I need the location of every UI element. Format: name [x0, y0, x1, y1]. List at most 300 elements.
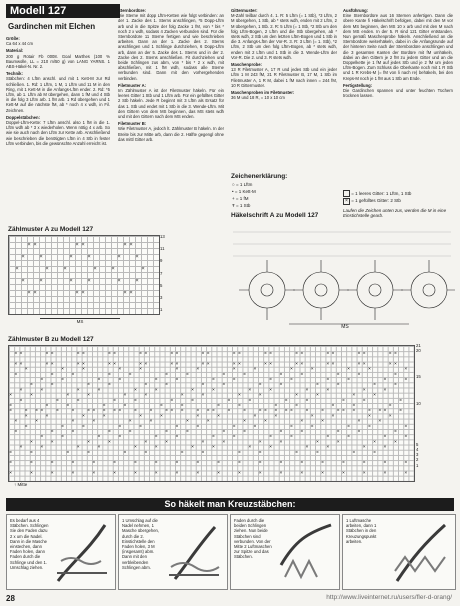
filled-grid-mark: × [388, 361, 392, 367]
filled-grid-mark: × [107, 429, 111, 435]
filled-grid-mark: × [206, 351, 210, 357]
filled-grid-mark: × [341, 471, 345, 477]
filled-grid-mark: × [367, 367, 371, 373]
filled-grid-mark: × [117, 277, 121, 284]
page-title: Modell 127 [6, 4, 120, 18]
filled-grid-mark: × [123, 450, 127, 456]
filled-grid-mark: × [175, 434, 179, 440]
filled-grid-mark: × [284, 408, 288, 414]
filled-grid-mark: × [217, 403, 221, 409]
filled-grid-mark: × [87, 382, 91, 388]
filled-grid-mark: × [9, 408, 13, 414]
filled-grid-mark: × [21, 253, 25, 260]
filled-grid-mark: × [383, 471, 387, 477]
filled-grid-mark: × [315, 393, 319, 399]
filled-grid-mark: × [129, 289, 133, 296]
filled-grid-mark: × [305, 398, 309, 404]
filled-grid-mark: × [139, 413, 143, 419]
filled-grid-mark: × [393, 439, 397, 445]
star-motif-2 [293, 260, 349, 320]
filled-grid-mark: × [165, 429, 169, 435]
filled-grid-mark: × [154, 377, 158, 383]
filled-grid-mark: × [165, 382, 169, 388]
filled-grid-mark: × [274, 413, 278, 419]
filled-grid-mark: × [180, 450, 184, 456]
filled-grid-mark: × [87, 253, 91, 260]
filled-grid-mark: × [331, 351, 335, 357]
filled-grid-mark: × [50, 382, 54, 388]
filled-grid-mark: × [19, 351, 23, 357]
filled-grid-mark: × [144, 450, 148, 456]
filled-grid-mark: × [217, 471, 221, 477]
filled-grid-mark: × [27, 241, 31, 248]
filled-grid-mark: × [269, 361, 273, 367]
section-banner: So häkelt man Kreuzstäbchen: [6, 498, 454, 511]
filled-grid-mark: × [211, 445, 215, 451]
filled-grid-mark: × [63, 265, 67, 272]
filled-grid-mark: × [315, 439, 319, 445]
filled-grid-mark: × [14, 351, 18, 357]
chart-b-mitte-marker: ↑ Mitte [14, 482, 28, 487]
step-panel-2 [118, 514, 228, 590]
filled-grid-mark: × [404, 367, 408, 373]
filled-grid-mark: × [87, 439, 91, 445]
filled-grid-mark: × [81, 367, 85, 373]
filled-grid-mark: × [378, 419, 382, 425]
filled-grid-mark: × [87, 450, 91, 456]
filled-grid-mark: × [144, 393, 148, 399]
filled-grid-mark: × [279, 372, 283, 378]
filled-grid-mark: × [269, 351, 273, 357]
chart-b-row-numbers: 21 20 15 10 5 4 3 2 1 [416, 343, 421, 468]
instructions-column-3 [231, 6, 337, 170]
filled-grid-mark: × [71, 372, 75, 378]
filled-grid-mark: × [50, 361, 54, 367]
probe2-heading: Maschenproben im Filetmuster: [231, 90, 295, 96]
legend-empty-grid: = 1 leeres Gitter: 1 Lftm, 1 Stb [343, 190, 455, 197]
filled-grid-mark: × [35, 419, 39, 425]
filled-grid-mark: × [305, 387, 309, 393]
filled-grid-mark: × [196, 460, 200, 466]
filled-grid-mark: × [383, 408, 387, 414]
filled-grid-mark: × [175, 367, 179, 373]
instructions-column-1 [6, 34, 110, 244]
filled-grid-mark: × [113, 351, 117, 357]
filled-grid-mark: × [269, 445, 273, 451]
filled-grid-mark: × [274, 408, 278, 414]
size-text: Ca 64 x 44 cm [6, 41, 33, 47]
filled-grid-mark: × [9, 450, 13, 456]
filled-grid-mark: × [362, 460, 366, 466]
filled-grid-mark: × [133, 460, 137, 466]
filled-grid-mark: × [253, 367, 257, 373]
filled-grid-mark: × [24, 413, 28, 419]
filled-grid-mark: × [129, 241, 133, 248]
filled-grid-mark: × [258, 439, 262, 445]
filled-grid-mark: × [180, 408, 184, 414]
filled-grid-mark: × [331, 361, 335, 367]
filled-grid-mark: × [117, 253, 121, 260]
step-panel-3 [230, 514, 340, 590]
material-heading: Material: [6, 48, 24, 54]
arrow-up-icon: ↑ [14, 482, 17, 487]
step-4-text: 1 Luftmasche arbeiten, dann 1 Stäbchen in den Kreuzungspunkt arbeiten. [346, 518, 377, 544]
gitter-text: M-Zahl teilbar durch 4. 1. R: 5 Lftm (= 1 Stb), *3 Lftm, 2 M übergehen, 1 Stb, ab * stets wdh, enden mit 2 Lftm, 2 M übergehen, 1 Stb. 2. R: 5 Lftm (= 1 Stb, *2 Stb um den folg Lftm-Bogen, 2 Lftm und die Stb übergehen, ab * stets wdh, 2 Stb um den letzten Lftm-Bogen und 1 Stb in die 3. Anfangs-Lftm der Vor-R. 3. R: 3 Lftm (= 1. Stb), *2 Lftm, 2 Stb um den folg Lftm-Bogen, ab * stets wdh, enden mit 2 Lftm und 1 Stb in die 3. Wende-Lftm der Vor-R. Die 2. und 3. R stets wdh. [231, 13, 337, 60]
filled-grid-mark: × [185, 372, 189, 378]
chart-a-ms-marker: MS [40, 318, 120, 324]
filled-grid-mark: × [237, 361, 241, 367]
filled-grid-mark: × [347, 367, 351, 373]
filled-grid-mark: × [362, 445, 366, 451]
filled-grid-mark: × [341, 398, 345, 404]
single-crochet-icon: + [232, 196, 236, 201]
filled-grid-mark: × [19, 361, 23, 367]
filled-grid-mark: × [50, 351, 54, 357]
technik-heading: Technik: [6, 71, 23, 77]
step-1-text: Es bedarf aus 4 Stäbchen. Schlingen Sie den Faden dazu 2 x um die Nadel. Dann in die Masche einstechen, dann Faden holen, dann Faden durch die Schlinge und den 1. Umschlag ziehen. [10, 518, 49, 570]
filled-grid-mark: × [196, 413, 200, 419]
filled-grid-mark: × [97, 434, 101, 440]
filled-grid-mark: × [144, 382, 148, 388]
filled-grid-mark: × [24, 424, 28, 430]
instructions-column-2 [118, 6, 224, 216]
filled-grid-mark: × [165, 439, 169, 445]
filled-grid-mark: × [279, 429, 283, 435]
page-subtitle: Gardinchen mit Elchen [8, 22, 96, 31]
filled-grid-mark: × [180, 403, 184, 409]
filled-grid-mark: × [373, 439, 377, 445]
filled-grid-mark: × [61, 367, 65, 373]
filled-grid-mark: × [315, 450, 319, 456]
probe-text: 13 R Filetmuster A, 17 R und jedes Stb und ein jeder Lftm 1 M 243 fM, 21 R Filetmuster B, 17 M, 1 Stb im Filetmuster A, 1 R M, dabei 1 fM nach innen = 244 fM, 10 R Gittermuster. [231, 67, 337, 88]
filled-grid-mark: × [107, 361, 111, 367]
filled-grid-mark: × [300, 361, 304, 367]
filled-grid-mark: × [133, 387, 137, 393]
filled-grid-mark: × [139, 361, 143, 367]
filled-grid-mark: × [201, 393, 205, 399]
filled-grid-mark: × [357, 351, 361, 357]
filled-grid-mark: × [373, 382, 377, 388]
filled-grid-mark: × [175, 460, 179, 466]
filled-grid-mark: × [55, 408, 59, 414]
filled-grid-mark: × [289, 434, 293, 440]
ausfuehrung-text-2: Anschließend an die Sternbordüre weiterhäkeln, dabei in die Anfangsrunde auf der hinteren Seite nach der Sternbordüre anschlingen und die 3 gesamten Kanten der Bordüre mit fM umhäkeln, dabei an den Gittern je 2 fM zu jedem Gitter und an die Doppelkette je 1 fM auf jedes Stb und je 2 fM um jeden Lftm-Bogen. Zum Schluss die Oberkante noch mit 1 R Stb und 1 R Krebs-M (= fM von li nach re) behäkeln, bei den Kreps-M noch je 1 fM aus 1 Stb am Ende. [343, 34, 453, 81]
filled-grid-mark: × [248, 445, 252, 451]
filled-grid-mark: × [237, 403, 241, 409]
filled-grid-mark: × [263, 408, 267, 414]
filled-grid-mark: × [61, 377, 65, 383]
filled-grid-mark: × [154, 471, 158, 477]
filled-grid-mark: × [315, 382, 319, 388]
legend-row-lftm: ○ = 1 Lftm [232, 182, 253, 187]
filled-grid-mark: × [40, 408, 44, 414]
filled-grid-mark: × [310, 424, 314, 430]
filled-grid-mark: × [269, 434, 273, 440]
filled-grid-mark: × [81, 351, 85, 357]
filled-grid-mark: × [76, 351, 80, 357]
filled-grid-mark: × [159, 413, 163, 419]
filled-grid-mark: × [154, 460, 158, 466]
filled-grid-mark: × [128, 372, 132, 378]
star-motif-1 [239, 260, 295, 320]
filled-grid-mark: × [367, 408, 371, 414]
doppel-text: Doppel-Lftm-Kette: 7 Lftm anschl. also 1 fM in die 1. Lftm wdh ab * 3 x wiederholen. Wenn nötig 4 x arb. So wie sie auch nach den Lftm zur Kette arb. Anschließend wie beschrieben die benötigten Lftm in 4 Stb in fester Lftm verbinden, bis die gewünschte Anzahl erreicht ist. [6, 120, 110, 146]
filled-grid-mark: × [180, 393, 184, 399]
filled-grid-mark: × [362, 387, 366, 393]
filled-grid-mark: × [133, 471, 137, 477]
filled-grid-mark: × [40, 387, 44, 393]
legend-row-kettm: • = 1 Kett-M [232, 189, 256, 194]
filled-grid-mark: × [113, 408, 117, 414]
filled-grid-mark: × [295, 393, 299, 399]
filled-grid-mark: × [133, 398, 137, 404]
filled-grid-mark: × [211, 387, 215, 393]
filled-grid-mark: × [326, 361, 330, 367]
filled-grid-mark: × [81, 241, 85, 248]
filled-grid-mark: × [81, 413, 85, 419]
filled-grid-mark: × [39, 277, 43, 284]
slip-stitch-icon: • [232, 189, 235, 194]
filled-grid-mark: × [383, 445, 387, 451]
filled-grid-mark: × [14, 419, 18, 425]
symbol-legend [232, 181, 256, 209]
filled-grid-mark: × [222, 439, 226, 445]
filled-grid-mark: × [128, 429, 132, 435]
filled-grid-mark: × [19, 387, 23, 393]
filled-grid-mark: × [393, 351, 397, 357]
filled-grid-mark: × [185, 419, 189, 425]
filled-grid-mark: × [253, 424, 257, 430]
filled-grid-mark: × [141, 265, 145, 272]
step-panel-4 [342, 514, 456, 590]
filled-grid-mark: × [300, 471, 304, 477]
filled-grid-mark: × [123, 403, 127, 409]
filled-grid-mark: × [170, 408, 174, 414]
filled-grid-mark: × [232, 351, 236, 357]
filled-grid-mark: × [206, 408, 210, 414]
filled-grid-mark: × [305, 445, 309, 451]
filet-b-heading: Filetmuster B: [118, 121, 147, 127]
filled-grid-mark: × [201, 382, 205, 388]
filled-grid-mark: × [92, 419, 96, 425]
filled-grid-mark: × [383, 387, 387, 393]
filled-grid-mark: × [243, 408, 247, 414]
filled-grid-mark: × [113, 361, 117, 367]
filled-grid-mark: × [248, 398, 252, 404]
filled-grid-mark: × [123, 241, 127, 248]
filled-grid-mark: × [269, 377, 273, 383]
filled-grid-mark: × [102, 403, 106, 409]
filled-grid-mark: × [45, 403, 49, 409]
filled-grid-mark: × [50, 429, 54, 435]
filled-grid-mark: × [388, 403, 392, 409]
filled-grid-mark: × [175, 377, 179, 383]
filled-grid-mark: × [196, 424, 200, 430]
doppel-heading: Doppelstäbchen: [6, 114, 40, 120]
step-1-illustration [53, 521, 111, 585]
filled-grid-mark: × [191, 445, 195, 451]
stitch-rows [233, 232, 451, 256]
filled-grid-mark: × [404, 434, 408, 440]
filled-grid-mark: × [102, 408, 106, 414]
filled-grid-mark: × [295, 361, 299, 367]
filled-grid-mark: × [45, 351, 49, 357]
filled-grid-mark: × [258, 450, 262, 456]
filled-grid-mark: × [352, 393, 356, 399]
filled-grid-mark: × [310, 367, 314, 373]
filled-grid-mark: × [9, 460, 13, 466]
fertig-heading: Fertigstellung: [343, 82, 373, 88]
filled-grid-mark: × [206, 419, 210, 425]
filled-grid-mark: × [284, 398, 288, 404]
filled-grid-mark: × [237, 471, 241, 477]
filled-grid-mark: × [19, 398, 23, 404]
filled-grid-mark: × [211, 434, 215, 440]
filet-a-text: Im Zählmuster A ist der Filetmuster häkeln. Für ein leeres Gitter 1 Stb und 1 Lftm arb. Für ein gefülltes Gitter 2 Stb häkeln. Jede R beginnt mit 3 Lftm als Ersatz für das 1. Stb und endet mit 1 Stb in die 3. Wende-Lftm. Mit den Gittern von dem MS beginnen, das MS stets wdh und mit den Gittern nach dem MS enden. [118, 88, 224, 120]
filled-grid-mark: × [326, 387, 330, 393]
probe-heading: Maschenprobe: [231, 62, 262, 68]
filled-grid-mark: × [289, 408, 293, 414]
filled-grid-mark: × [170, 398, 174, 404]
filled-grid-mark: × [243, 419, 247, 425]
filled-grid-mark: × [29, 382, 33, 388]
filled-grid-mark: × [71, 460, 75, 466]
filled-grid-mark: × [362, 471, 366, 477]
probe2-text: 36 M und 18 R, = 10 x 10 cm [231, 95, 285, 101]
filled-grid-mark: × [97, 445, 101, 451]
filled-grid-mark: × [87, 277, 91, 284]
filled-grid-mark: × [300, 419, 304, 425]
legend-note: Laufen die Zeichen unten zus, werden die M in eine Einstichstelle gearb. [343, 207, 447, 219]
filled-grid-mark: × [191, 387, 195, 393]
filled-grid-mark: × [102, 413, 106, 419]
filled-grid-mark: × [76, 361, 80, 367]
filled-grid-mark: × [295, 351, 299, 357]
filled-grid-mark: × [14, 361, 18, 367]
filled-grid-mark: × [175, 471, 179, 477]
filled-grid-mark: × [258, 393, 262, 399]
filled-grid-mark: × [175, 351, 179, 357]
filled-grid-mark: × [321, 460, 325, 466]
filled-grid-mark: × [357, 429, 361, 435]
filled-grid-mark: × [336, 372, 340, 378]
gitter-heading: Gittermuster: [231, 8, 258, 13]
filled-grid-mark: × [144, 351, 148, 357]
filled-grid-mark: × [33, 289, 37, 296]
filled-grid-mark: × [135, 277, 139, 284]
filled-grid-mark: × [269, 387, 273, 393]
filled-grid-mark: × [35, 408, 39, 414]
filled-grid-mark: × [27, 289, 31, 296]
filled-grid-mark: × [331, 413, 335, 419]
filled-grid-mark: × [154, 434, 158, 440]
filled-grid-mark: × [258, 460, 262, 466]
filled-grid-mark: × [393, 382, 397, 388]
filled-grid-mark: × [232, 367, 236, 373]
haekelschrift-title: Häkelschrift A zu Modell 127 [231, 212, 319, 219]
filled-grid-mark: × [341, 408, 345, 414]
filled-grid-mark: × [326, 351, 330, 357]
filled-grid-mark: × [274, 403, 278, 409]
filled-grid-mark: × [118, 367, 122, 373]
filled-grid-mark: × [263, 419, 267, 425]
filled-grid-mark: × [279, 382, 283, 388]
filled-grid-mark: × [352, 450, 356, 456]
filled-grid-mark: × [357, 372, 361, 378]
filled-grid-mark: × [14, 429, 18, 435]
filled-grid-mark: × [45, 361, 49, 367]
filled-grid-mark: × [40, 445, 44, 451]
filled-grid-mark: × [113, 460, 117, 466]
filled-grid-mark: × [9, 403, 13, 409]
filled-grid-mark: × [66, 393, 70, 399]
chart-a-row-numbers: 13 11 9 7 5 3 1 [160, 234, 165, 313]
filled-grid-mark: × [75, 241, 79, 248]
filled-grid-mark: × [81, 424, 85, 430]
filled-grid-mark: × [347, 434, 351, 440]
filled-grid-mark: × [71, 429, 75, 435]
filled-grid-mark: × [289, 377, 293, 383]
filet-b-text: Wie Filetmuster A, jedoch lt. Zählmuster B häkeln. In der Breite bis zur Mitte arb, dann die 2. Hälfte gegengl ohne das mittl Gitter arb. [118, 126, 224, 142]
chart-b-marks [8, 345, 413, 480]
filled-grid-mark: × [336, 439, 340, 445]
filled-grid-mark: × [50, 372, 54, 378]
filled-grid-mark: × [263, 351, 267, 357]
filled-grid-mark: × [196, 408, 200, 414]
filled-grid-mark: × [61, 424, 65, 430]
filled-grid-mark: × [81, 289, 85, 296]
filled-grid-mark: × [139, 351, 143, 357]
filled-grid-mark: × [258, 408, 262, 414]
filled-grid-mark: × [232, 377, 236, 383]
filled-grid-mark: × [258, 471, 262, 477]
filled-grid-mark: × [191, 398, 195, 404]
filled-grid-mark: × [300, 460, 304, 466]
filled-grid-mark: × [40, 377, 44, 383]
legend-row-stb: Ŧ = 1 Stb [232, 203, 251, 208]
filled-grid-mark: × [357, 361, 361, 367]
filled-grid-mark: × [29, 450, 33, 456]
filled-grid-mark: × [352, 408, 356, 414]
filled-grid-mark: × [149, 419, 153, 425]
filled-grid-mark: × [347, 424, 351, 430]
filled-grid-mark: × [24, 408, 28, 414]
filled-grid-mark: × [45, 413, 49, 419]
filled-grid-mark: × [357, 419, 361, 425]
filled-grid-mark: × [310, 413, 314, 419]
filled-grid-mark: × [404, 471, 408, 477]
filled-grid-mark: × [69, 277, 73, 284]
filled-grid-mark: × [14, 372, 18, 378]
filled-grid-mark: × [128, 419, 132, 425]
filled-grid-mark: × [336, 429, 340, 435]
instructions-column-4 [343, 6, 453, 156]
filled-grid-mark: × [66, 450, 70, 456]
filled-grid-mark: × [9, 471, 13, 477]
filled-grid-mark: × [118, 377, 122, 383]
filled-grid-mark: × [170, 351, 174, 357]
filled-grid-mark: × [19, 445, 23, 451]
filled-grid-mark: × [175, 361, 179, 367]
filled-grid-mark: × [118, 434, 122, 440]
filled-grid-mark: × [29, 471, 33, 477]
filled-grid-mark: × [107, 382, 111, 388]
filled-grid-mark: × [39, 253, 43, 260]
filled-grid-mark: × [378, 408, 382, 414]
filled-grid-mark: × [29, 393, 33, 399]
filled-grid-mark: × [123, 393, 127, 399]
filled-grid-mark: × [336, 382, 340, 388]
